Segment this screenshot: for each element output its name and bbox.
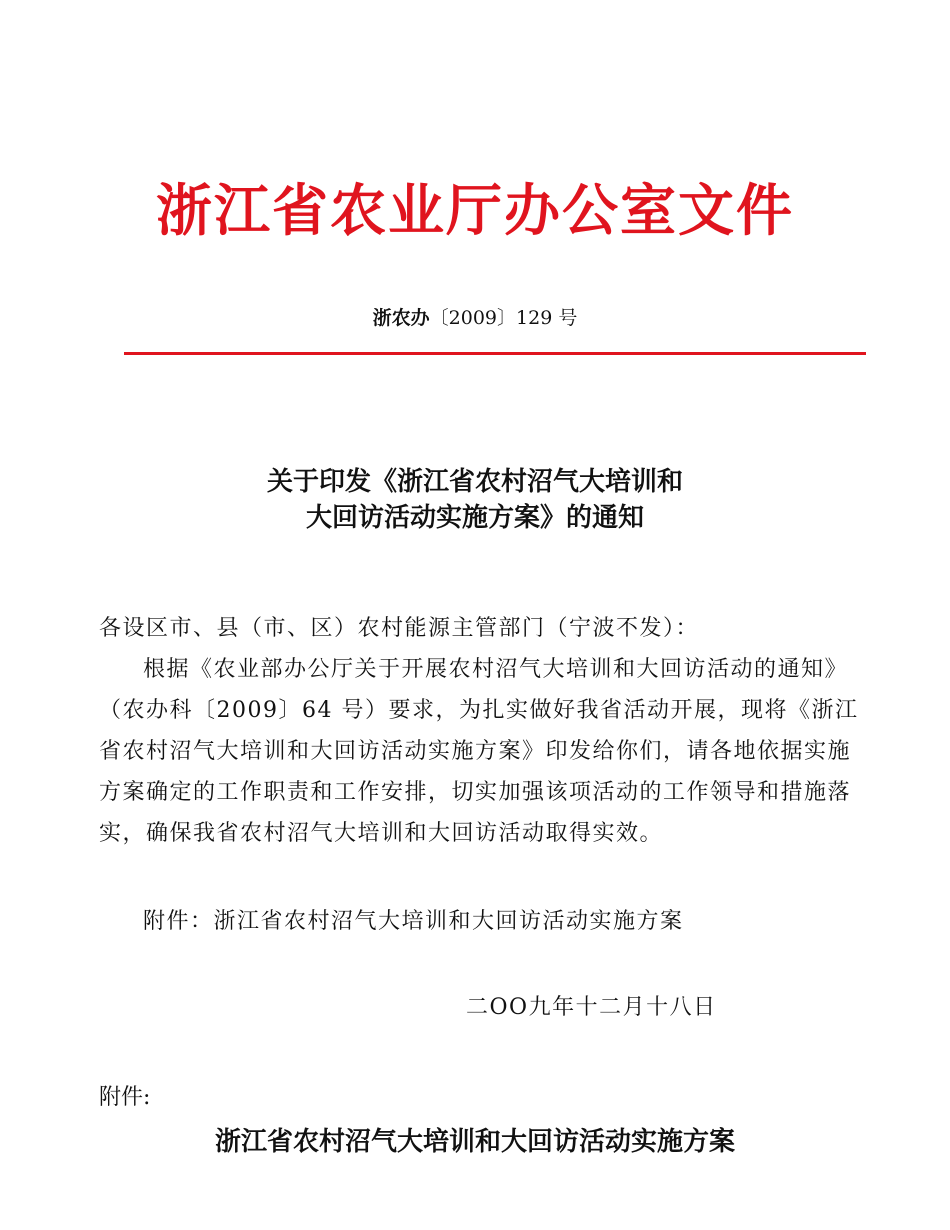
notice-title-line-2: 大回访活动实施方案》的通知 (305, 503, 644, 533)
addressee: 各设区市、县（市、区）农村能源主管部门（宁波不发）： (99, 616, 700, 641)
issue-date: 二OO九年十二月十八日 (466, 995, 717, 1020)
notice-title-line-1: 关于印发《浙江省农村沼气大培训和 (266, 467, 683, 497)
document-number (0, 304, 950, 332)
notice-body (99, 608, 859, 854)
attachment-reference: 附件：浙江省农村沼气大培训和大回访活动实施方案 (143, 909, 684, 934)
red-header-rule (124, 352, 866, 355)
attachment-title: 浙江省农村沼气大培训和大回访活动实施方案 (214, 1127, 735, 1157)
body-paragraph: 根据《农业部办公厅关于开展农村沼气大培训和大回访活动的通知》（农办科〔2009〕64 号）要求，为扎实做好我省活动开展，现将《浙江省农村沼气大培训和大回访活动实施方案》印发给你们，请各地依据实施方案确定的工作职责和工作安排，切实加强该项活动的工作领导和措施落实，确保我省农村沼气大培训和大回访活动取得实效。 (99, 657, 859, 846)
notice-title (0, 464, 950, 536)
document-number-value: 〔2009〕129 号 (429, 307, 578, 329)
document-number-prefix: 浙农办 (372, 307, 430, 329)
attachment-label: 附件: (99, 1085, 151, 1110)
document-header-title: 浙江省农业厅办公室文件 (156, 178, 794, 244)
